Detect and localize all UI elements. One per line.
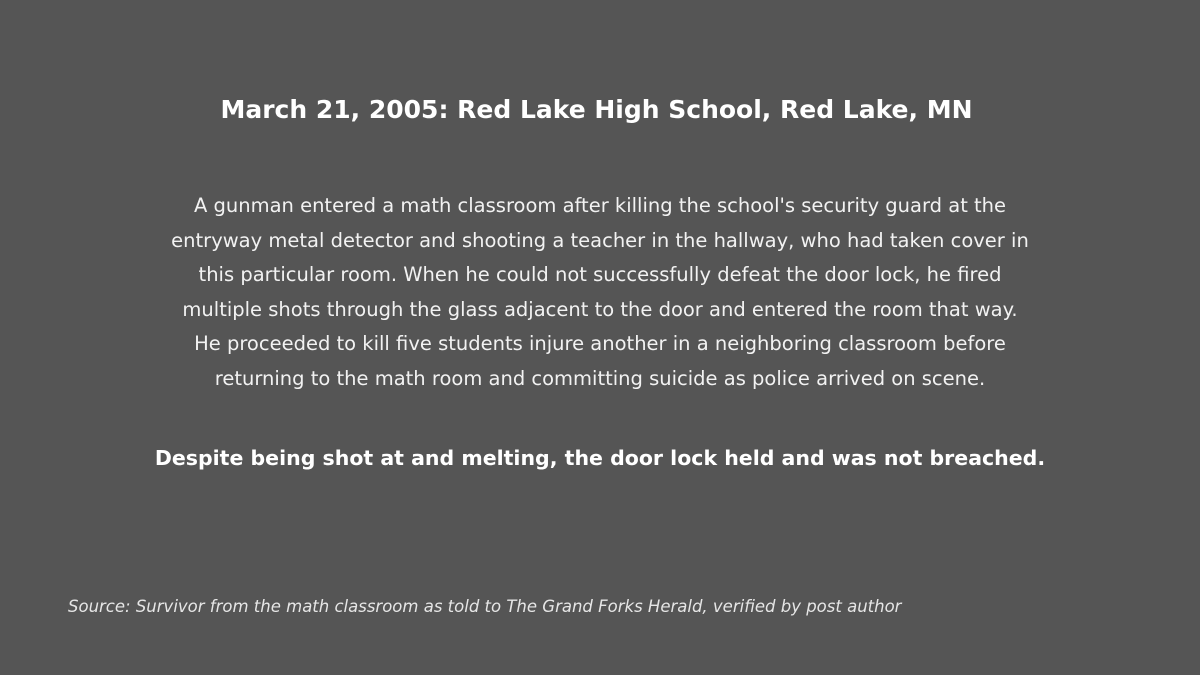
slide-title: March 21, 2005: Red Lake High School, Red Lake, MN <box>220 95 973 124</box>
body-line: returning to the math room and committing suicide as police arrived on scene. <box>214 366 986 390</box>
source-citation: Source: Survivor from the math classroom as told to The Grand Forks Herald, verified by post author <box>68 597 902 616</box>
body-line: entryway metal detector and shooting a teacher in the hallway, who had taken cover in <box>171 228 1029 252</box>
body-paragraph <box>0 189 1200 396</box>
body-line: this particular room. When he could not successfully defeat the door lock, he fired <box>198 263 1002 286</box>
body-line: A gunman entered a math classroom after killing the school's security guard at the <box>193 194 1007 217</box>
body-line: multiple shots through the glass adjacent to the door and entered the room that way. <box>182 297 1018 321</box>
body-line: He proceeded to kill five students injure another in a neighboring classroom before <box>194 332 1006 355</box>
emphasis-statement: Despite being shot at and melting, the door lock held and was not breached. <box>154 446 1046 470</box>
